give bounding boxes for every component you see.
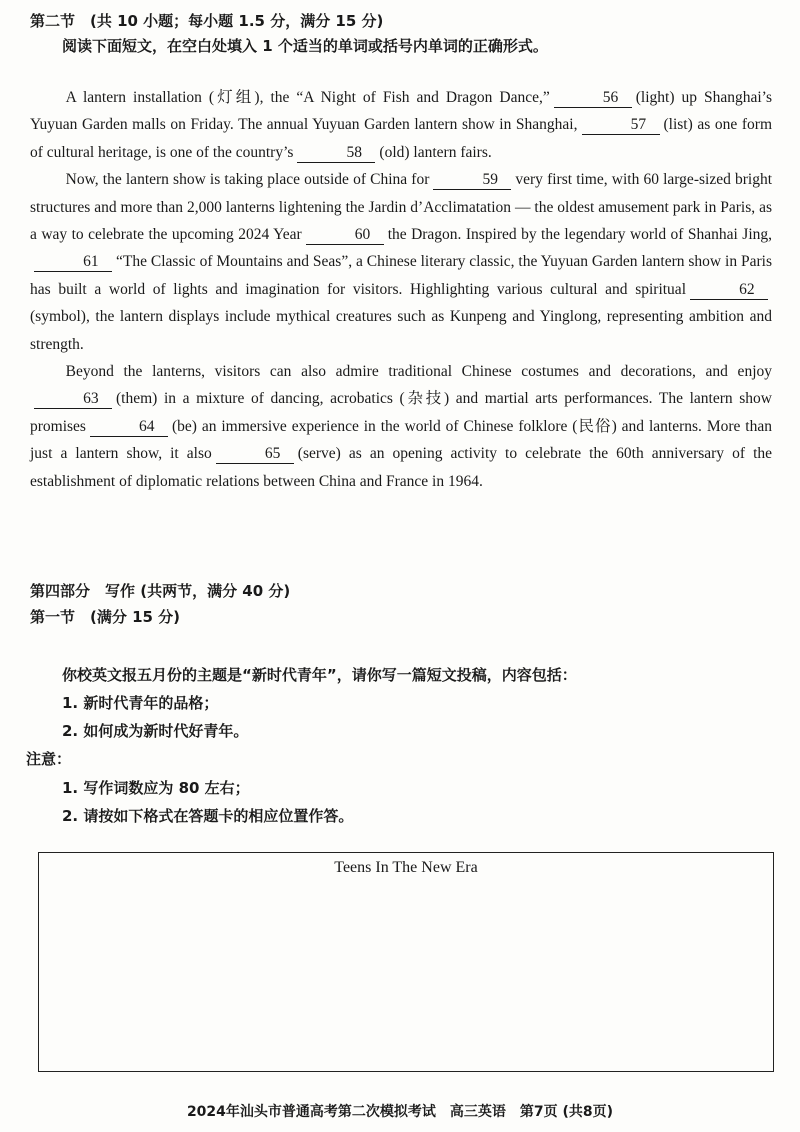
blank-60: 60 <box>306 226 384 245</box>
passage-text: “The Classic of Mountains and Seas”, a Chinese literary classic, the Yuyuan Garden lantern show in Paris has built a world of lights and imagination for visitors. Highlighting various cultural and spiritual <box>30 253 772 298</box>
section-2-instruction: 阅读下面短文，在空白处填入 1 个适当的单词或括号内单词的正确形式。 <box>62 37 548 55</box>
passage-text: (list) as one form of cultural heritage, is one of the country’s <box>30 116 772 161</box>
writing-item-1: 1. 新时代青年的品格； <box>62 694 219 712</box>
passage-text: very first time, with 60 large-sized bright structures and more than 2,000 lanterns lightening the Jardin d’Acclimatation — the oldest amusement park in Paris, as a way to celebrate the upcoming 2024 Year <box>30 171 772 244</box>
passage-text: the Dragon. Inspired by the legendary world of Shanhai Jing, <box>387 226 772 244</box>
passage-text: Now, the lantern show is taking place outside of China for <box>65 171 430 189</box>
answer-box[interactable] <box>38 852 774 1072</box>
passage-text: A lantern installation (灯组), the “A Night of Fish and Dragon Dance,” <box>65 89 550 106</box>
note-item-2: 2. 请按如下格式在答题卡的相应位置作答。 <box>62 807 354 825</box>
blank-61: 61 <box>34 253 112 272</box>
blank-59: 59 <box>433 171 511 190</box>
blank-63: 63 <box>34 390 112 409</box>
blank-57: 57 <box>582 116 660 135</box>
passage-paragraph-1 <box>30 84 772 166</box>
passage-text: (them) in a mixture of dancing, acrobatics (杂技) and martial arts performances. The lantern show promises <box>30 390 772 435</box>
passage-text: (be) an immersive experience in the world of Chinese folklore (民俗) and lanterns. More than just a lantern show, it also <box>30 417 772 463</box>
writing-item-2: 2. 如何成为新时代好青年。 <box>62 722 249 740</box>
passage-text: (symbol), the lantern displays include mythical creatures such as Kunpeng and Yinglong, representing ambition and strength. <box>30 308 772 353</box>
blank-56: 56 <box>554 89 632 108</box>
section-2-heading: 第二节 (共 10 小题；每小题 1.5 分，满分 15 分) <box>30 12 384 30</box>
writing-task: 你校英文报五月份的主题是“新时代青年”，请你写一篇短文投稿，内容包括： <box>62 666 577 684</box>
answer-box-title: Teens In The New Era <box>334 859 478 876</box>
passage-paragraph-2 <box>30 166 772 358</box>
passage-text: (old) lantern fairs. <box>379 143 492 161</box>
passage-text: Beyond the lanterns, visitors can also admire traditional Chinese costumes and decorations, and enjoy <box>65 363 772 381</box>
part-4-section-1: 第一节 (满分 15 分) <box>30 608 181 626</box>
blank-65: 65 <box>216 445 294 464</box>
passage-text: (light) up Shanghai’s Yuyuan Garden malls on Friday. The annual Yuyuan Garden lantern show in Shanghai, <box>30 89 772 134</box>
note-item-1: 1. 写作词数应为 80 左右； <box>62 779 250 797</box>
part-4-heading: 第四部分 写作 (共两节，满分 40 分) <box>30 582 291 600</box>
page-footer: 2024年汕头市普通高考第二次模拟考试 高三英语 第7页 (共8页) <box>186 1104 614 1120</box>
passage-paragraph-3 <box>30 358 772 495</box>
cloze-passage <box>30 84 772 495</box>
passage-text: (serve) as an opening activity to celebrate the 60th anniversary of the establishment of diplomatic relations between China and France in 1964. <box>30 445 773 490</box>
note-label: 注意： <box>26 750 72 768</box>
blank-62: 62 <box>690 281 768 300</box>
blank-64: 64 <box>90 418 168 437</box>
blank-58: 58 <box>297 144 375 163</box>
